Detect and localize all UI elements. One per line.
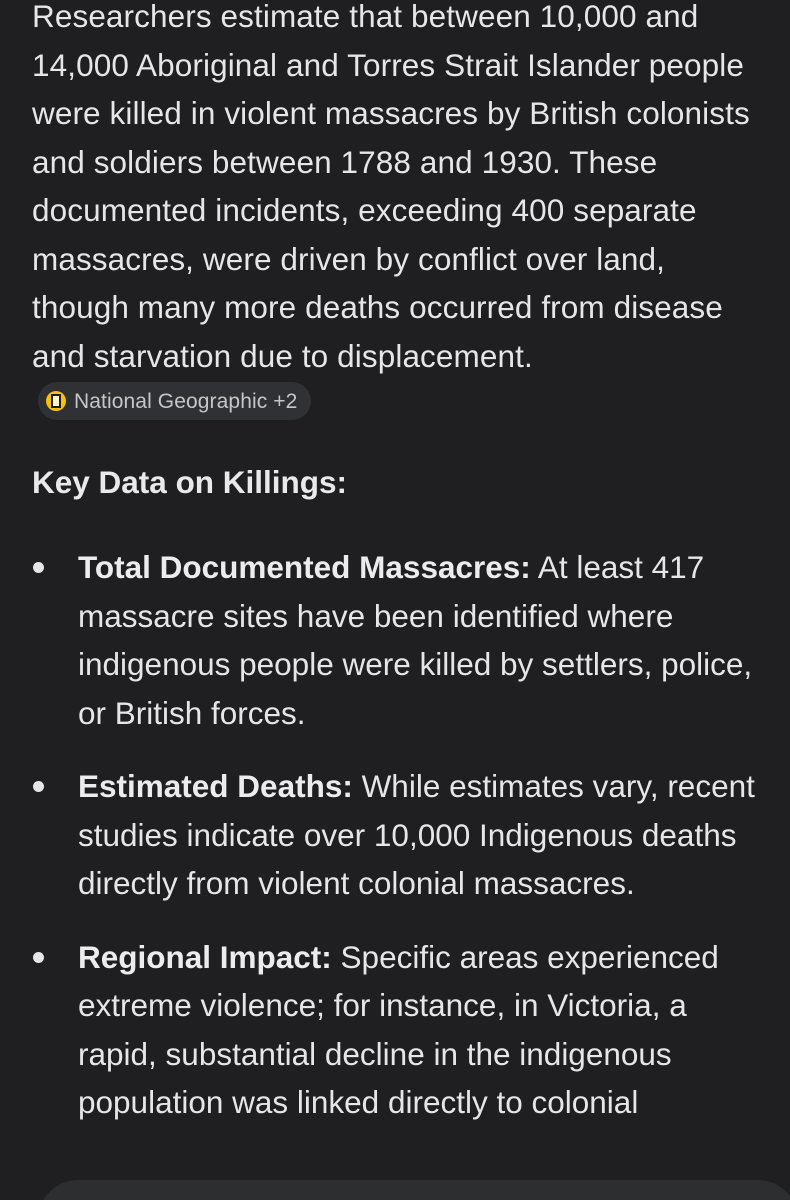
prompt-input-bar[interactable]	[38, 1180, 790, 1200]
response-content	[32, 0, 762, 1158]
source-chip-label: National Geographic +2	[74, 389, 298, 413]
bullet-icon	[33, 781, 44, 792]
intro-paragraph	[32, 0, 762, 429]
bullet-term: Total Documented Massacres:	[78, 549, 531, 585]
list-item	[32, 933, 762, 1127]
bullet-text: While estimates vary, recent studies indicate over 10,000 Indigenous deaths directly from violent colonial massacres.	[78, 768, 755, 901]
key-data-list	[32, 543, 762, 1152]
national-geographic-icon	[46, 391, 66, 411]
list-item	[32, 543, 762, 737]
source-chip[interactable]	[38, 382, 311, 420]
bullet-text: Specific areas experienced extreme violence; for instance, in Victoria, a rapid, substantial decline in the indigenous population was linked directly to colonial	[78, 938, 719, 1120]
list-item	[32, 762, 762, 908]
bullet-term: Regional Impact:	[78, 938, 332, 975]
bullet-icon	[33, 562, 44, 573]
section-heading: Key Data on Killings:	[32, 464, 348, 500]
bullet-text: At least 417 massacre sites have been identified where indigenous people were killed by settlers, police, or British forces.	[78, 549, 753, 731]
intro-text: Researchers estimate that between 10,000 and 14,000 Aboriginal and Torres Strait Islander people were killed in violent massacres by British colonists and soldiers between 1788 and 1930. These documented incidents, exceeding 400 separate massacres, were driven by conflict over land, though many more deaths occurred from disease and starvation due to displacement.	[32, 0, 750, 374]
bullet-icon	[33, 952, 44, 963]
bullet-term: Estimated Deaths:	[78, 768, 353, 804]
